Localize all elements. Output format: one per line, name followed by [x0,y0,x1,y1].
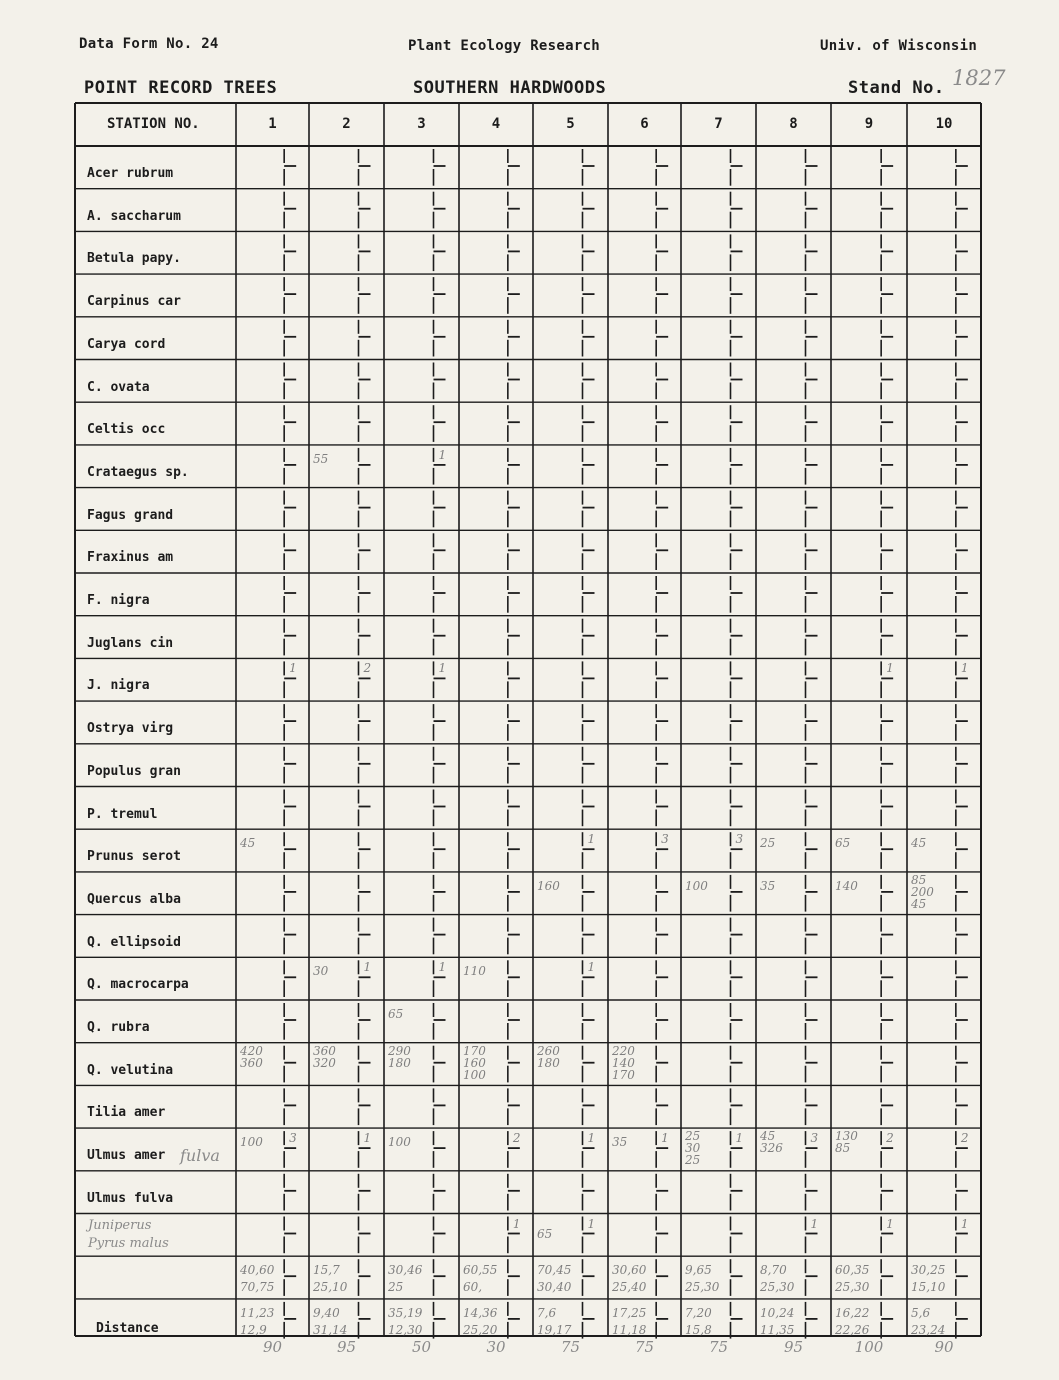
field-entry: 2 [886,1131,894,1146]
field-entry: 420 360 [240,1043,263,1070]
field-entry: 170 160 100 [463,1043,486,1082]
field-entry: 60,35 25,30 [835,1263,870,1295]
field-entry: 1 [587,832,596,847]
species-label: Betula papy. [87,251,181,267]
field-entry: 1 [363,960,372,975]
species-label: Celtis occ [87,422,166,438]
species-label: Juglans cin [87,635,174,651]
field-entry: 1 [363,1131,372,1146]
field-entry: 140 [835,878,858,893]
field-entry: 360 320 [313,1043,336,1070]
footer-value: 75 [708,1338,729,1356]
field-entry: 7,20 15,8 [685,1305,712,1337]
field-entry: 5,6 23,24 [911,1305,946,1337]
field-entry: 30,25 15,10 [911,1263,946,1295]
field-entry: 1 [512,1216,521,1231]
station-number: 8 [789,116,798,132]
footer-value: 100 [854,1338,884,1356]
field-entry: 3 [735,832,744,847]
species-label: Ulmus amer [87,1148,166,1164]
field-entry: 1 [960,661,969,676]
field-entry: 100 [240,1135,263,1150]
field-entry: 100 [685,878,708,893]
footer-value: 95 [336,1338,357,1356]
field-entry: 25 [760,836,776,851]
field-entry: 3 [289,1131,297,1146]
extra-species-label: Juniperus [88,1217,152,1233]
field-entry: 1 [438,661,447,676]
station-number: 4 [491,116,501,132]
field-entry: 40,60 70,75 [240,1263,275,1295]
station-number: 5 [566,116,575,132]
species-label: Quercus alba [87,891,181,907]
field-entry: 35,19 12,30 [388,1305,423,1337]
field-entry: 1 [587,960,596,975]
field-entry: 160 [537,878,560,893]
field-entry: 1 [735,1131,744,1146]
station-number: 7 [714,116,723,132]
species-label: Populus gran [87,763,181,779]
field-entry: 3 [810,1131,819,1146]
field-entry: 9,40 31,14 [313,1305,348,1337]
field-entry: 85 200 45 [911,872,934,911]
field-entry: 2 [363,661,372,676]
species-label: Ostrya virg [87,721,174,737]
station-header-label: STATION NO. [107,116,200,132]
footer-value: 95 [783,1338,804,1356]
species-label: Carpinus car [87,294,181,310]
field-entry: 1 [661,1131,669,1146]
station-number: 3 [417,116,426,132]
station-number: 6 [640,116,649,132]
field-entry: 30 [313,964,329,979]
field-entry: 17,25 11,18 [612,1305,647,1337]
field-entry: 14,36 25,20 [463,1305,498,1337]
distance-label: Distance [96,1320,159,1336]
footer-value: 90 [934,1338,954,1356]
footer-value: 50 [411,1338,432,1356]
field-entry: 110 [463,964,486,979]
field-entry: 260 180 [537,1043,560,1070]
field-entry: 1 [289,661,297,676]
field-entry: 1 [960,1216,969,1231]
species-label: Q. velutina [87,1062,174,1078]
field-entry: 16,22 22,26 [835,1305,870,1337]
field-entry: 2 [960,1131,969,1146]
species-label: Ulmus fulva [87,1190,174,1206]
species-label: F. nigra [87,593,150,608]
community-title: SOUTHERN HARDWOODS [413,78,607,98]
field-entry: 9,65 25,30 [685,1263,720,1295]
record-title: POINT RECORD TREES [84,78,278,98]
field-entry: 65 [388,1007,404,1021]
field-entry: 1 [886,661,894,676]
field-entry: 65 [537,1226,553,1241]
field-entry: 1 [810,1216,819,1231]
field-entry: 60,55 60, [463,1263,498,1295]
field-entry: 35 [612,1135,628,1150]
species-label: Acer rubrum [87,166,174,181]
species-label: Tilia amer [87,1105,166,1121]
field-entry: 2 [512,1131,521,1146]
field-entry: 70,45 30,40 [537,1263,572,1295]
footer-value: 75 [560,1338,581,1356]
field-entry: 65 [835,836,851,851]
field-entry: 15,7 25,10 [313,1263,348,1295]
field-entry: 45 [911,836,927,851]
field-entry: 3 [661,832,669,847]
species-label: Carya cord [87,336,166,352]
species-label: C. ovata [87,379,150,395]
field-entry: 30,60 25,40 [612,1263,647,1295]
station-number: 2 [342,116,351,132]
station-number: 9 [864,116,874,132]
species-label: Q. macrocarpa [87,977,189,993]
field-entry: 45 [240,836,256,851]
field-entry: 100 [388,1135,411,1150]
station-number: 10 [935,116,953,132]
ulmus-note: fulva [180,1146,220,1166]
university: Univ. of Wisconsin [820,38,978,54]
field-entry: 25 30 25 [685,1129,701,1168]
field-entry: 11,23 12,9 [240,1305,275,1337]
field-entry: 220 140 170 [612,1043,635,1082]
field-entry: 35 [760,878,776,893]
stand-value: 1827 [952,66,1006,90]
species-label: Fraxinus am [87,550,174,566]
institution: Plant Ecology Research [408,38,601,54]
field-entry: 1 [438,447,447,462]
species-label: Crataegus sp. [87,464,189,480]
field-entry: 8,70 25,30 [760,1263,795,1295]
field-entry: 1 [438,960,447,975]
field-entry: 1 [587,1216,596,1231]
field-entry: 1 [587,1131,596,1146]
field-entry: 7,6 19,17 [537,1305,572,1337]
stand-label: Stand No. [848,78,945,98]
field-entry: 290 180 [388,1043,411,1070]
extra-species-label: Pyrus malus [88,1235,169,1251]
species-label: A. saccharum [87,208,181,224]
species-label: Q. ellipsoid [87,934,181,950]
footer-value: 90 [262,1338,283,1356]
field-entry: 1 [886,1216,894,1231]
species-label: P. tremul [87,806,158,822]
footer-value: 30 [486,1338,506,1356]
species-label: Fagus grand [87,507,174,523]
field-entry: 130 85 [835,1129,858,1156]
species-label: Prunus serot [87,849,181,865]
station-number: 1 [268,116,277,132]
species-label: Q. rubra [87,1020,150,1035]
field-entry: 45 326 [760,1129,783,1156]
footer-value: 75 [634,1338,655,1356]
form-number: Data Form No. 24 [79,36,219,52]
species-label: J. nigra [87,678,150,694]
field-entry: 30,46 25 [388,1263,423,1295]
field-entry: 10,24 11,35 [760,1305,795,1337]
field-entry: 55 [313,451,329,466]
